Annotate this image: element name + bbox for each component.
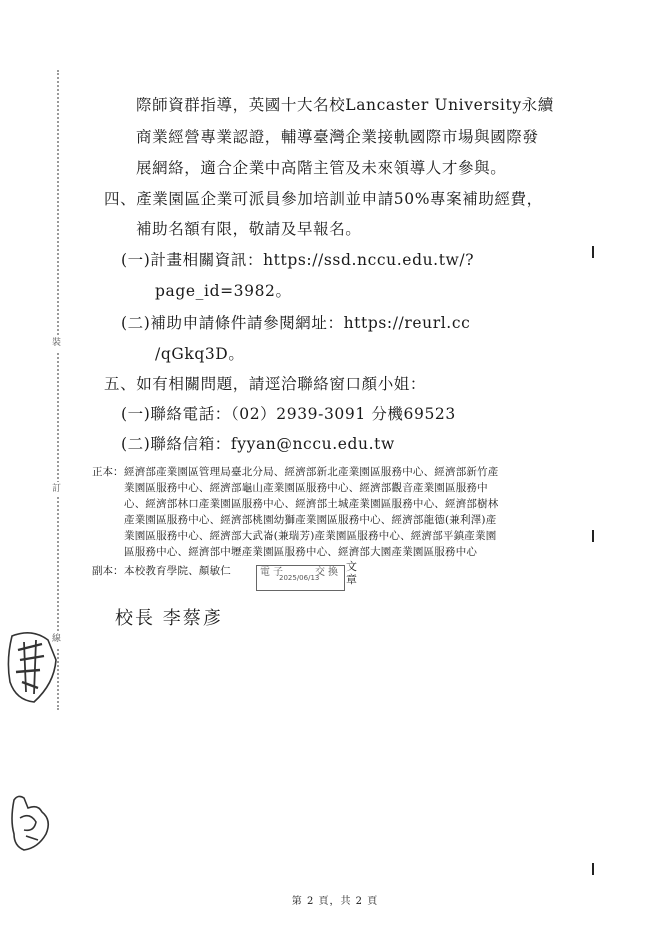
- cc-main-line-2: 業園區服務中心、經濟部龜山產業園區服務中心、經濟部觀音產業園區服務中: [124, 482, 488, 494]
- page-number: 第 2 頁，共 2 頁: [291, 896, 379, 907]
- binding-label-top: 裝: [52, 336, 61, 351]
- contact-email: (二)聯絡信箱：fyyan@nccu.edu.tw: [121, 435, 395, 453]
- cc-main-line-1: 經濟部產業園區管理局臺北分局、經濟部新北產業園區服務中心、經濟部新竹產: [124, 466, 499, 478]
- stamp-extra-left: 文: [346, 560, 358, 573]
- contact-phone: (一)聯絡電話：（02）2939-3091 分機69523: [121, 405, 456, 423]
- principal-signature: 校長 李蔡彥: [115, 608, 223, 629]
- cc-copy-label: 副本：: [92, 565, 124, 577]
- item-4-2-line-1: (二)補助申請條件請參閱網址：https://reurl.cc: [121, 314, 471, 332]
- stamp-date: 2025/06/13: [279, 574, 320, 582]
- stamp-right-text: 交換: [315, 567, 341, 578]
- item-4-line-1: 四、產業園區企業可派員參加培訓並申請50%專案補助經費，: [104, 190, 543, 208]
- item-4-line-2: 補助名額有限，敬請及早報名。: [136, 220, 362, 238]
- binding-label-middle: 訂: [52, 482, 61, 497]
- electronic-exchange-stamp: [256, 565, 345, 591]
- stamp-left-text: 電子: [260, 567, 286, 578]
- item-4-1-line-2: page_id=3982。: [155, 282, 292, 300]
- cc-main-line-3: 心、經濟部林口產業園區服務中心、經濟部土城產業園區服務中心、經濟部樹林: [124, 498, 499, 510]
- cc-copy-text: 本校教育學院、顏敏仁: [124, 565, 231, 577]
- item-4-2-line-2: /qGkq3D。: [155, 345, 245, 363]
- cc-main-label: 正本：: [92, 466, 124, 478]
- body-line-3: 展網絡，適合企業中高階主管及未來領導人才參與。: [136, 159, 507, 177]
- seal-fragment-icon: [8, 790, 58, 860]
- binding-label-bottom: 線: [52, 632, 61, 647]
- binding-dotted-line: [57, 70, 59, 710]
- cc-main-line-4: 產業園區服務中心、經濟部桃園幼獅產業園區服務中心、經濟部龍德(兼利澤)產: [124, 514, 497, 526]
- right-edge-mark-bottom: [592, 863, 594, 875]
- body-line-2: 商業經營專業認證，輔導臺灣企業接軌國際市場與國際發: [136, 128, 539, 146]
- official-seal-icon: [4, 630, 62, 708]
- right-edge-mark-middle: [592, 530, 594, 542]
- cc-main-line-6: 區服務中心、經濟部中壢產業園區服務中心、經濟部大園產業園區服務中心: [124, 546, 478, 558]
- item-5-line: 五、如有相關問題，請逕洽聯絡窗口顏小姐：: [104, 375, 427, 393]
- body-line-1: 際師資群指導，英國十大名校Lancaster University永續: [136, 96, 554, 114]
- cc-main-line-5: 業園區服務中心、經濟部大武崙(兼瑞芳)產業園區服務中心、經濟部平鎮產業園: [124, 530, 497, 542]
- item-4-1-line-1: (一)計畫相關資訊：https://ssd.nccu.edu.tw/?: [121, 251, 475, 269]
- right-edge-mark-top: [592, 246, 594, 258]
- stamp-extra-right: 章: [346, 573, 358, 586]
